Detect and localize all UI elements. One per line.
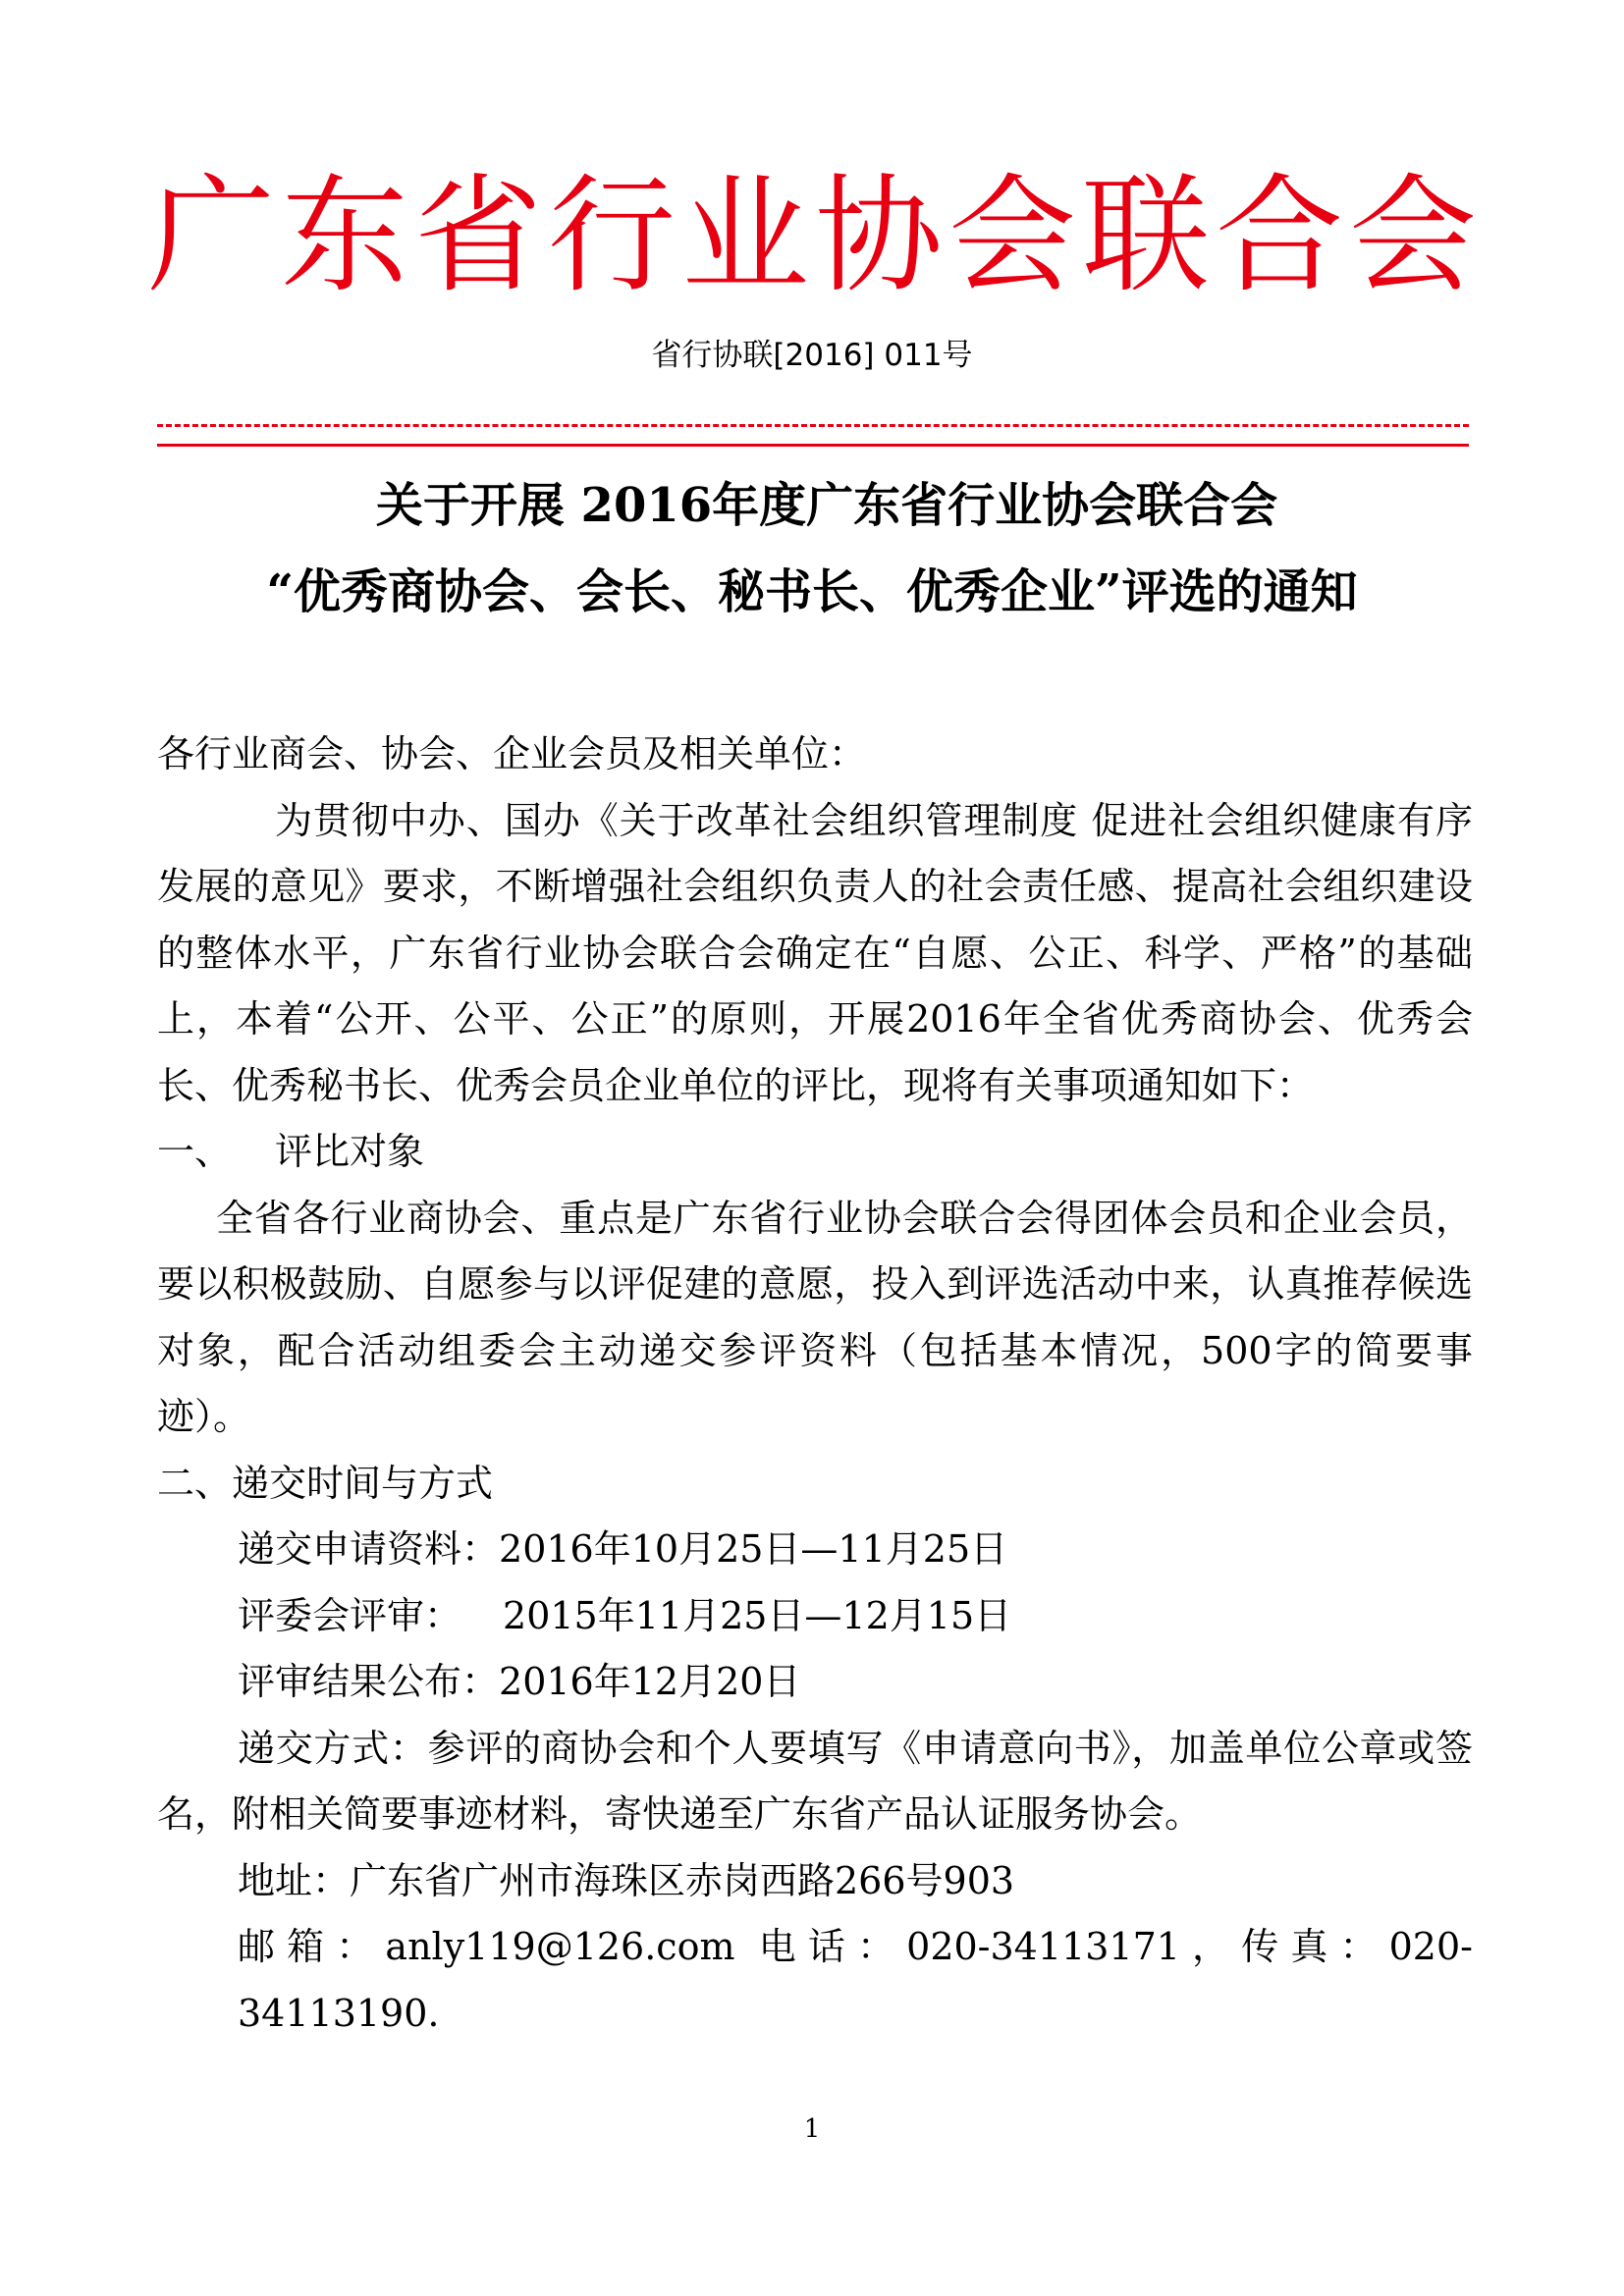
salutation: 各行业商会、协会、企业会员及相关单位： xyxy=(157,732,867,775)
intro-paragraph: 为贯彻中办、国办《关于改革社会组织管理制度 促进社会组织健康有序发展的意见》要求，不断增强社会组织负责人的社会责任感、提高社会组织建设的整体水平，广东省行业协会联合会确定在“自愿、公正、科学、严格”的基础上，本着“公开、公平、公正”的原则，开展2016年全省优秀商协会、优秀会长、优秀秘书长、优秀会员企业单位的评比，现将有关事项通知如下： xyxy=(157,798,1473,1107)
masthead-title: 广东省行业协会联合会 xyxy=(147,161,1484,310)
schedule-value: 2016年12月20日 xyxy=(499,1660,801,1703)
section-1-paragraph: 全省各行业商协会、重点是广东省行业协会联合会得团体会员和企业会员，要以积极鼓励、自愿参与以评促建的意愿，投入到评选活动中来，认真推荐候选对象，配合活动组委会主动递交参评资料（包括基本情况，500字的简要事迹）。 xyxy=(157,1196,1473,1438)
schedule-value: 2015年11月25日—12月15日 xyxy=(503,1593,1012,1637)
schedule-label: 评审结果公布： xyxy=(238,1660,500,1703)
address-line: 地址：广东省广州市海珠区赤岗西路266号903 xyxy=(238,1858,1015,1902)
red-dashed-separator xyxy=(157,424,1469,427)
schedule-item-submission xyxy=(157,1517,1473,1583)
notice-title-line-1: 关于开展 2016年度广东省行业协会联合会 xyxy=(375,478,1278,533)
notice-body xyxy=(157,721,1473,2047)
schedule-item-review xyxy=(157,1583,1473,1650)
schedule-label: 递交申请资料： xyxy=(238,1527,500,1571)
section-1-heading xyxy=(157,1119,1473,1186)
schedule-value: 2016年10月25日—11月25日 xyxy=(499,1527,1008,1571)
page-number: 1 xyxy=(803,2114,821,2144)
section-2-heading: 二、递交时间与方式 xyxy=(157,1461,494,1505)
contact-line: 邮箱：anly119@126.com 电话：020-34113171，传真：020-34113190. xyxy=(238,1925,1473,2035)
schedule-item-announcement xyxy=(157,1649,1473,1716)
schedule-label: 评委会评审： xyxy=(238,1593,462,1637)
document-number: 省行协联[2016] 011号 xyxy=(651,338,973,373)
section-1-number: 一、 xyxy=(157,1130,233,1173)
red-solid-separator xyxy=(157,444,1469,447)
submission-method: 递交方式：参评的商协会和个人要填写《申请意向书》，加盖单位公章或签名，附相关简要事迹材料，寄快递至广东省产品认证服务协会。 xyxy=(157,1726,1473,1836)
section-1-title: 评比对象 xyxy=(275,1130,425,1173)
notice-title-line-2: “优秀商协会、会长、秘书长、优秀企业”评选的通知 xyxy=(266,564,1358,619)
